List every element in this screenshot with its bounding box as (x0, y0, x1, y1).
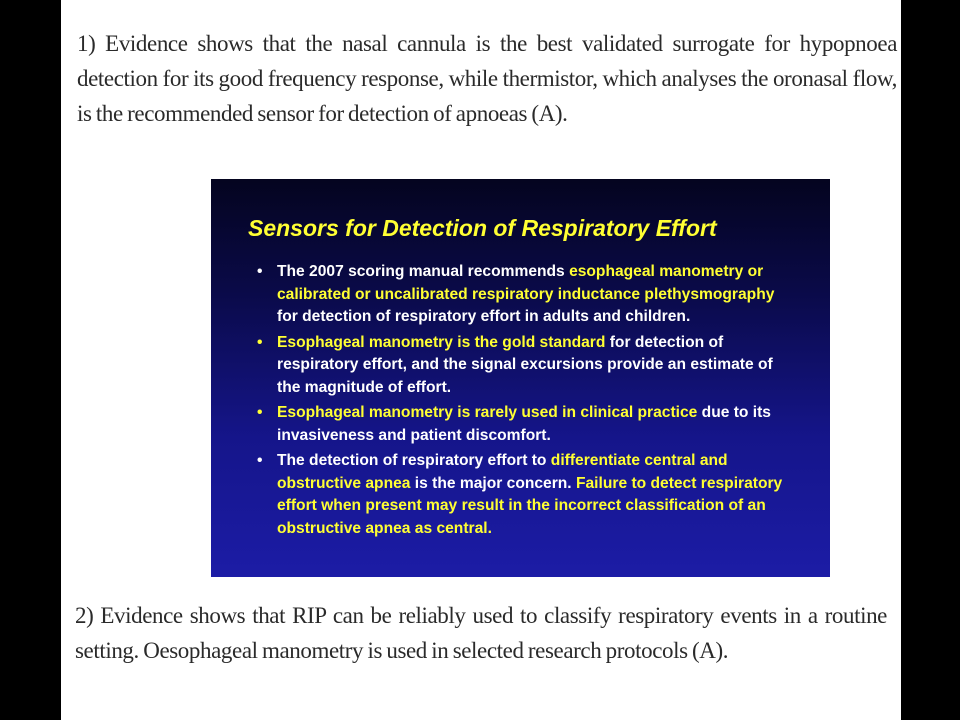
slide-bullet (257, 332, 797, 400)
bullet-icon: • (257, 404, 263, 421)
bullet-highlight: Esophageal manometry is rarely used in clinical practice (277, 404, 698, 421)
bullet-icon: • (257, 333, 263, 351)
bullet-highlight: Esophageal manometry is the gold standard (277, 333, 606, 351)
bullet-text: The detection of respiratory effort to (277, 452, 551, 469)
bullet-highlight: Failure to detect respiratory effort when present may result in the incorrect classification of an obstructive apnea as central. (277, 474, 783, 537)
slide-bullet (257, 450, 797, 540)
slide-bullet (257, 402, 797, 447)
slide-title: Sensors for Detection of Respiratory Effort (248, 215, 717, 241)
bullet-text: is the major concern. (410, 474, 576, 492)
slide-image (211, 179, 830, 577)
evidence-paragraph-1: 1) Evidence shows that the nasal cannula is the best validated surrogate for hypopnoea detection for its good frequency response, while thermistor, which analyses the oronasal flow, is the recommended sensor for detection of apnoeas (A). (77, 31, 897, 126)
bullet-icon: • (257, 263, 263, 280)
slide-bullet-list (257, 261, 797, 543)
bullet-icon: • (257, 452, 263, 469)
bullet-text: due to its invasiveness and patient discomfort. (277, 404, 771, 444)
evidence-paragraph-2: 2) Evidence shows that RIP can be reliably used to classify respiratory events in a routine setting. Oesophageal manometry is used in selected research protocols (A). (75, 603, 887, 663)
bullet-highlight: differentiate central and obstructive apnea (277, 452, 728, 492)
document-page (61, 0, 901, 720)
bullet-text: for detection of respiratory effort, and the signal excursions provide an estimate of the magnitude of effort. (277, 333, 773, 396)
slide-bullet (257, 261, 797, 329)
bullet-highlight: esophageal manometry or calibrated or uncalibrated respiratory inductance plethysmography (277, 263, 775, 303)
bullet-text: for detection of respiratory effort in adults and children. (277, 308, 691, 325)
bullet-text: The 2007 scoring manual recommends (277, 263, 570, 280)
